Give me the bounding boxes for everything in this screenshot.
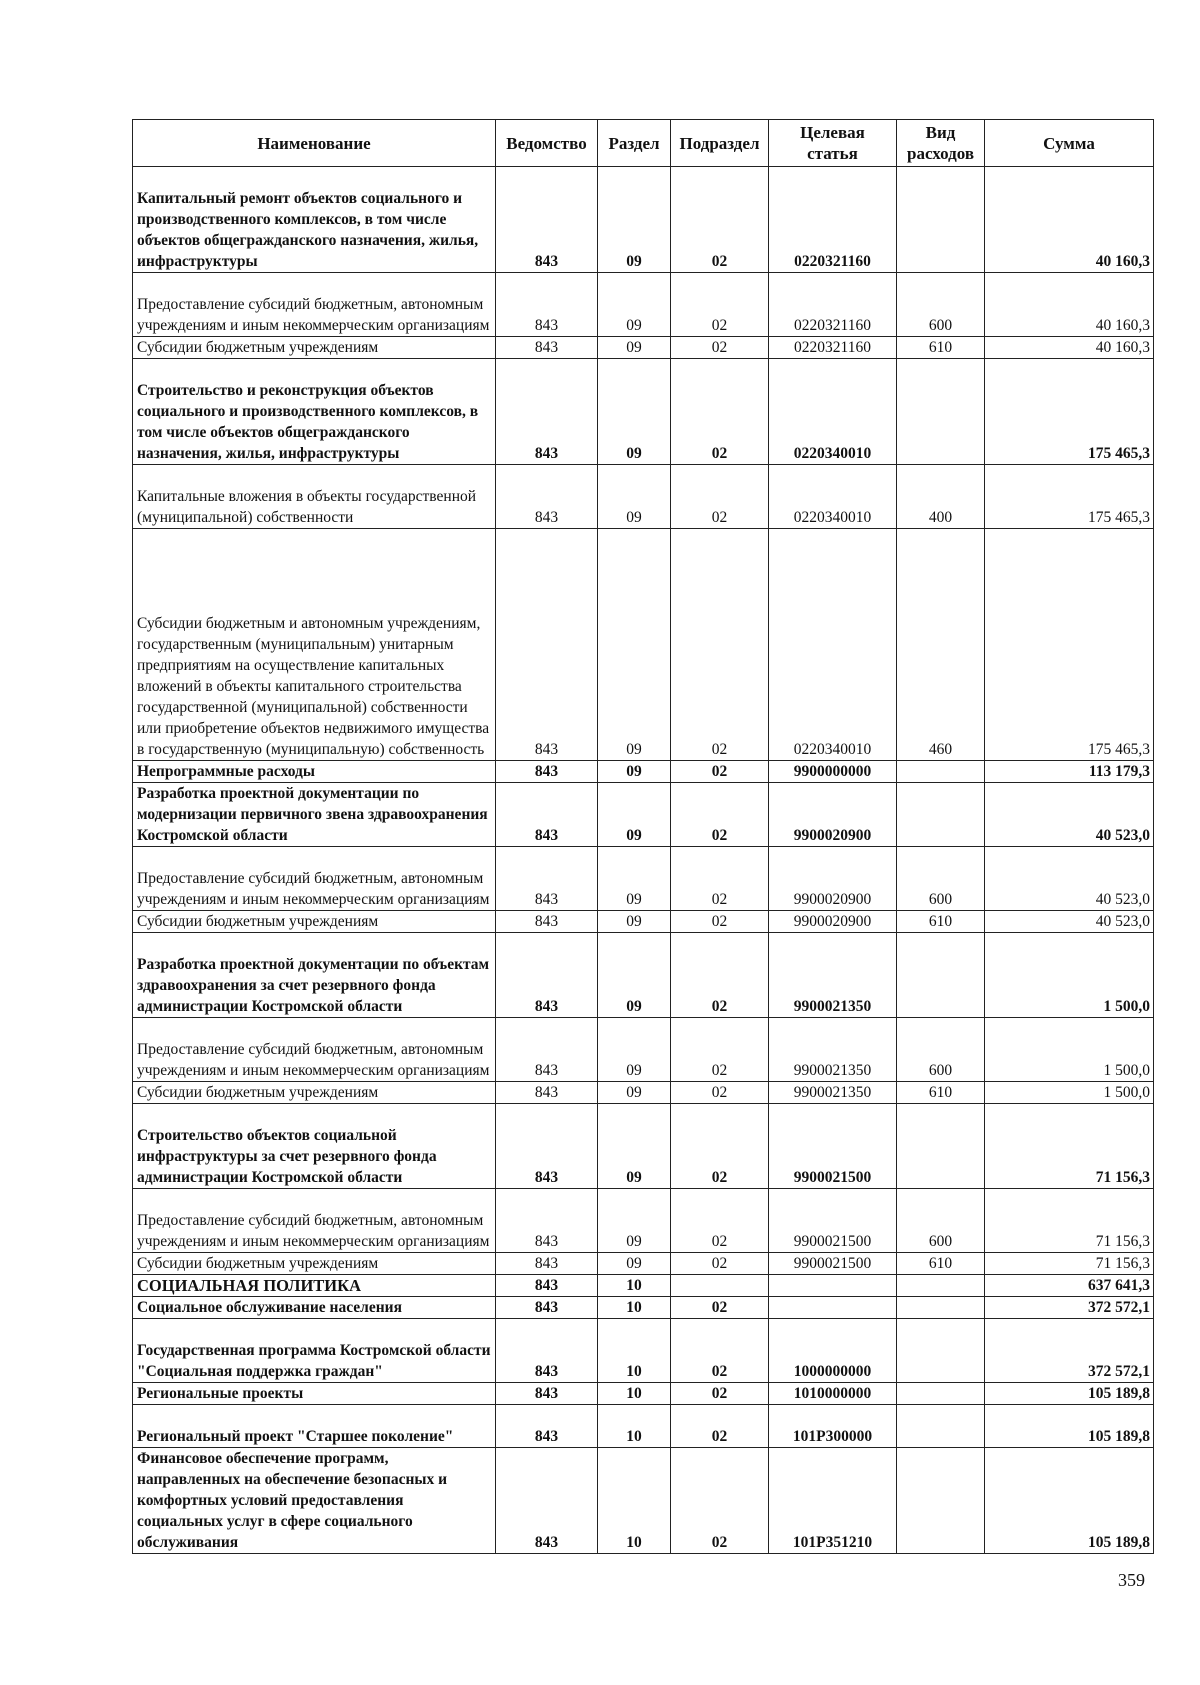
table-row [133,167,1154,273]
cell-razdel: 09 [598,1082,671,1104]
table-row [133,1275,1154,1297]
cell-razdel: 10 [598,1297,671,1319]
table-row [133,529,1154,761]
cell-tselevaya-statya: 9900021350 [769,1018,897,1082]
table-row [133,337,1154,359]
cell-summa: 113 179,3 [985,761,1154,783]
cell-razdel: 09 [598,167,671,273]
cell-vid-raskhodov [897,167,985,273]
cell-summa: 40 523,0 [985,911,1154,933]
cell-name: Государственная программа Костромской области "Социальная поддержка граждан" [133,1319,496,1383]
cell-name: Строительство и реконструкция объектов социального и производственного комплексов, в том числе объектов общегражданского назначения, жилья, инфраструктуры [133,359,496,465]
header-tselevaya-statya [769,120,897,167]
cell-vedomstvo: 843 [496,1448,598,1554]
cell-tselevaya-statya: 9900021500 [769,1189,897,1253]
cell-summa: 40 160,3 [985,167,1154,273]
cell-tselevaya-statya: 0220321160 [769,273,897,337]
cell-tselevaya-statya [769,1297,897,1319]
cell-name: Субсидии бюджетным учреждениям [133,337,496,359]
cell-podrazdel: 02 [671,167,769,273]
cell-name: Капитальные вложения в объекты государственной (муниципальной) собственности [133,465,496,529]
cell-razdel: 10 [598,1383,671,1405]
cell-vid-raskhodov [897,1319,985,1383]
cell-razdel: 09 [598,1253,671,1275]
cell-name: Строительство объектов социальной инфраструктуры за счет резервного фонда администрации Костромской области [133,1104,496,1189]
cell-tselevaya-statya: 101P351210 [769,1448,897,1554]
cell-summa: 105 189,8 [985,1405,1154,1448]
cell-razdel: 09 [598,911,671,933]
cell-vid-raskhodov [897,1448,985,1554]
cell-tselevaya-statya: 9900000000 [769,761,897,783]
header-tselevaya-line1: Целевая [800,123,865,142]
cell-razdel: 09 [598,337,671,359]
cell-summa: 175 465,3 [985,465,1154,529]
cell-vid-raskhodov: 400 [897,465,985,529]
cell-name: Региональный проект "Старшее поколение" [133,1405,496,1448]
header-razdel: Раздел [598,120,671,167]
cell-vid-raskhodov [897,933,985,1018]
cell-podrazdel: 02 [671,529,769,761]
table-row [133,1253,1154,1275]
cell-tselevaya-statya: 9900020900 [769,911,897,933]
cell-vedomstvo: 843 [496,1297,598,1319]
cell-summa: 372 572,1 [985,1297,1154,1319]
page-number: 359 [1118,1570,1145,1590]
cell-podrazdel: 02 [671,359,769,465]
header-vid-raskhodov [897,120,985,167]
cell-razdel: 10 [598,1405,671,1448]
cell-summa: 71 156,3 [985,1189,1154,1253]
cell-name: Предоставление субсидий бюджетным, автономным учреждениям и иным некоммерческим организациям [133,1189,496,1253]
cell-razdel: 10 [598,1275,671,1297]
cell-summa: 1 500,0 [985,1018,1154,1082]
cell-razdel: 09 [598,1104,671,1189]
cell-vedomstvo: 843 [496,1405,598,1448]
cell-podrazdel: 02 [671,1448,769,1554]
cell-vedomstvo: 843 [496,1104,598,1189]
cell-podrazdel: 02 [671,1319,769,1383]
cell-vedomstvo: 843 [496,911,598,933]
cell-vedomstvo: 843 [496,337,598,359]
cell-vid-raskhodov [897,1275,985,1297]
table-row [133,1448,1154,1554]
cell-razdel: 09 [598,783,671,847]
cell-summa: 105 189,8 [985,1383,1154,1405]
cell-razdel: 09 [598,1018,671,1082]
table-row [133,1018,1154,1082]
cell-vedomstvo: 843 [496,167,598,273]
header-vid-line1: Вид [925,123,956,142]
cell-vid-raskhodov: 610 [897,337,985,359]
cell-tselevaya-statya: 101P300000 [769,1405,897,1448]
cell-vid-raskhodov: 600 [897,847,985,911]
cell-name: Непрограммные расходы [133,761,496,783]
cell-summa: 1 500,0 [985,933,1154,1018]
cell-podrazdel: 02 [671,1018,769,1082]
cell-podrazdel: 02 [671,761,769,783]
cell-razdel: 09 [598,529,671,761]
cell-name: Субсидии бюджетным учреждениям [133,1253,496,1275]
cell-vid-raskhodov [897,783,985,847]
table-row [133,783,1154,847]
cell-summa: 105 189,8 [985,1448,1154,1554]
cell-podrazdel: 02 [671,1297,769,1319]
cell-razdel: 09 [598,761,671,783]
table-header-row [133,120,1154,167]
header-podrazdel: Подраздел [671,120,769,167]
cell-vid-raskhodov [897,761,985,783]
cell-summa: 40 160,3 [985,337,1154,359]
table-row [133,1082,1154,1104]
cell-name: Предоставление субсидий бюджетным, автономным учреждениям и иным некоммерческим организациям [133,847,496,911]
cell-podrazdel: 02 [671,1082,769,1104]
cell-tselevaya-statya: 9900021500 [769,1104,897,1189]
cell-name: Финансовое обеспечение программ, направленных на обеспечение безопасных и комфортных условий предоставления социальных услуг в сфере социального обслуживания [133,1448,496,1554]
cell-vid-raskhodov: 610 [897,1253,985,1275]
cell-vedomstvo: 843 [496,359,598,465]
cell-vedomstvo: 843 [496,761,598,783]
cell-podrazdel: 02 [671,933,769,1018]
cell-podrazdel: 02 [671,1253,769,1275]
cell-tselevaya-statya: 9900021350 [769,1082,897,1104]
table-row [133,1189,1154,1253]
cell-razdel: 09 [598,465,671,529]
cell-razdel: 10 [598,1448,671,1554]
cell-vedomstvo: 843 [496,465,598,529]
cell-tselevaya-statya: 0220340010 [769,529,897,761]
cell-tselevaya-statya: 0220321160 [769,337,897,359]
cell-name: Субсидии бюджетным учреждениям [133,911,496,933]
table-row [133,465,1154,529]
cell-tselevaya-statya: 0220340010 [769,359,897,465]
cell-podrazdel: 02 [671,911,769,933]
cell-summa: 1 500,0 [985,1082,1154,1104]
table-row [133,1383,1154,1405]
cell-vid-raskhodov [897,1405,985,1448]
cell-vid-raskhodov: 600 [897,1189,985,1253]
cell-vedomstvo: 843 [496,933,598,1018]
cell-razdel: 09 [598,933,671,1018]
cell-summa: 637 641,3 [985,1275,1154,1297]
table-row [133,761,1154,783]
cell-podrazdel [671,1275,769,1297]
header-vedomstvo: Ведомство [496,120,598,167]
cell-summa: 372 572,1 [985,1319,1154,1383]
cell-razdel: 09 [598,273,671,337]
cell-vedomstvo: 843 [496,1189,598,1253]
cell-podrazdel: 02 [671,1189,769,1253]
cell-tselevaya-statya: 1010000000 [769,1383,897,1405]
cell-podrazdel: 02 [671,1383,769,1405]
cell-podrazdel: 02 [671,847,769,911]
cell-name: Субсидии бюджетным учреждениям [133,1082,496,1104]
cell-vedomstvo: 843 [496,1018,598,1082]
cell-summa: 71 156,3 [985,1253,1154,1275]
cell-razdel: 09 [598,847,671,911]
cell-tselevaya-statya [769,1275,897,1297]
cell-tselevaya-statya: 9900021500 [769,1253,897,1275]
cell-podrazdel: 02 [671,337,769,359]
cell-summa: 40 523,0 [985,847,1154,911]
cell-name: Разработка проектной документации по модернизации первичного звена здравоохранения Костромской области [133,783,496,847]
cell-vid-raskhodov: 600 [897,273,985,337]
table-row [133,847,1154,911]
cell-tselevaya-statya: 1000000000 [769,1319,897,1383]
cell-tselevaya-statya: 0220321160 [769,167,897,273]
cell-podrazdel: 02 [671,1104,769,1189]
cell-vedomstvo: 843 [496,1383,598,1405]
cell-razdel: 10 [598,1319,671,1383]
table-row [133,1319,1154,1383]
cell-vid-raskhodov [897,359,985,465]
table-row [133,933,1154,1018]
header-vid-line2: расходов [907,144,974,163]
cell-podrazdel: 02 [671,783,769,847]
cell-podrazdel: 02 [671,1405,769,1448]
cell-vid-raskhodov: 460 [897,529,985,761]
cell-name: Предоставление субсидий бюджетным, автономным учреждениям и иным некоммерческим организациям [133,273,496,337]
table-row [133,359,1154,465]
cell-vid-raskhodov [897,1383,985,1405]
header-name: Наименование [133,120,496,167]
cell-razdel: 09 [598,359,671,465]
cell-vid-raskhodov [897,1104,985,1189]
cell-name: Разработка проектной документации по объектам здравоохранения за счет резервного фонда администрации Костромской области [133,933,496,1018]
cell-vedomstvo: 843 [496,529,598,761]
cell-tselevaya-statya: 9900021350 [769,933,897,1018]
cell-vedomstvo: 843 [496,1319,598,1383]
cell-name: Субсидии бюджетным и автономным учреждениям, государственным (муниципальным) унитарным предприятиям на осуществление капитальных вложений в объекты капитального строительства государственной (муниципальной) собственности или приобретение объектов недвижимого имущества в государственную (муниципальную) собственность [133,529,496,761]
header-tselevaya-line2: статья [807,144,858,163]
cell-podrazdel: 02 [671,465,769,529]
table-row [133,273,1154,337]
table-row [133,911,1154,933]
cell-name: Региональные проекты [133,1383,496,1405]
cell-summa: 40 160,3 [985,273,1154,337]
cell-vedomstvo: 843 [496,783,598,847]
cell-summa: 175 465,3 [985,359,1154,465]
cell-tselevaya-statya: 9900020900 [769,783,897,847]
cell-vid-raskhodov: 610 [897,1082,985,1104]
cell-vid-raskhodov [897,1297,985,1319]
cell-name: СОЦИАЛЬНАЯ ПОЛИТИКА [133,1275,496,1297]
cell-vid-raskhodov: 600 [897,1018,985,1082]
cell-vedomstvo: 843 [496,847,598,911]
cell-vedomstvo: 843 [496,273,598,337]
table-row [133,1297,1154,1319]
cell-vid-raskhodov: 610 [897,911,985,933]
cell-summa: 175 465,3 [985,529,1154,761]
cell-name: Капитальный ремонт объектов социального и производственного комплексов, в том числе объектов общегражданского назначения, жилья, инфраструктуры [133,167,496,273]
cell-podrazdel: 02 [671,273,769,337]
cell-name: Предоставление субсидий бюджетным, автономным учреждениям и иным некоммерческим организациям [133,1018,496,1082]
cell-tselevaya-statya: 9900020900 [769,847,897,911]
budget-table [132,119,1154,1554]
cell-name: Социальное обслуживание населения [133,1297,496,1319]
header-summa: Сумма [985,120,1154,167]
cell-vedomstvo: 843 [496,1082,598,1104]
table-row [133,1104,1154,1189]
table-body [133,167,1154,1554]
cell-razdel: 09 [598,1189,671,1253]
table-row [133,1405,1154,1448]
cell-vedomstvo: 843 [496,1253,598,1275]
cell-tselevaya-statya: 0220340010 [769,465,897,529]
cell-vedomstvo: 843 [496,1275,598,1297]
cell-summa: 71 156,3 [985,1104,1154,1189]
cell-summa: 40 523,0 [985,783,1154,847]
